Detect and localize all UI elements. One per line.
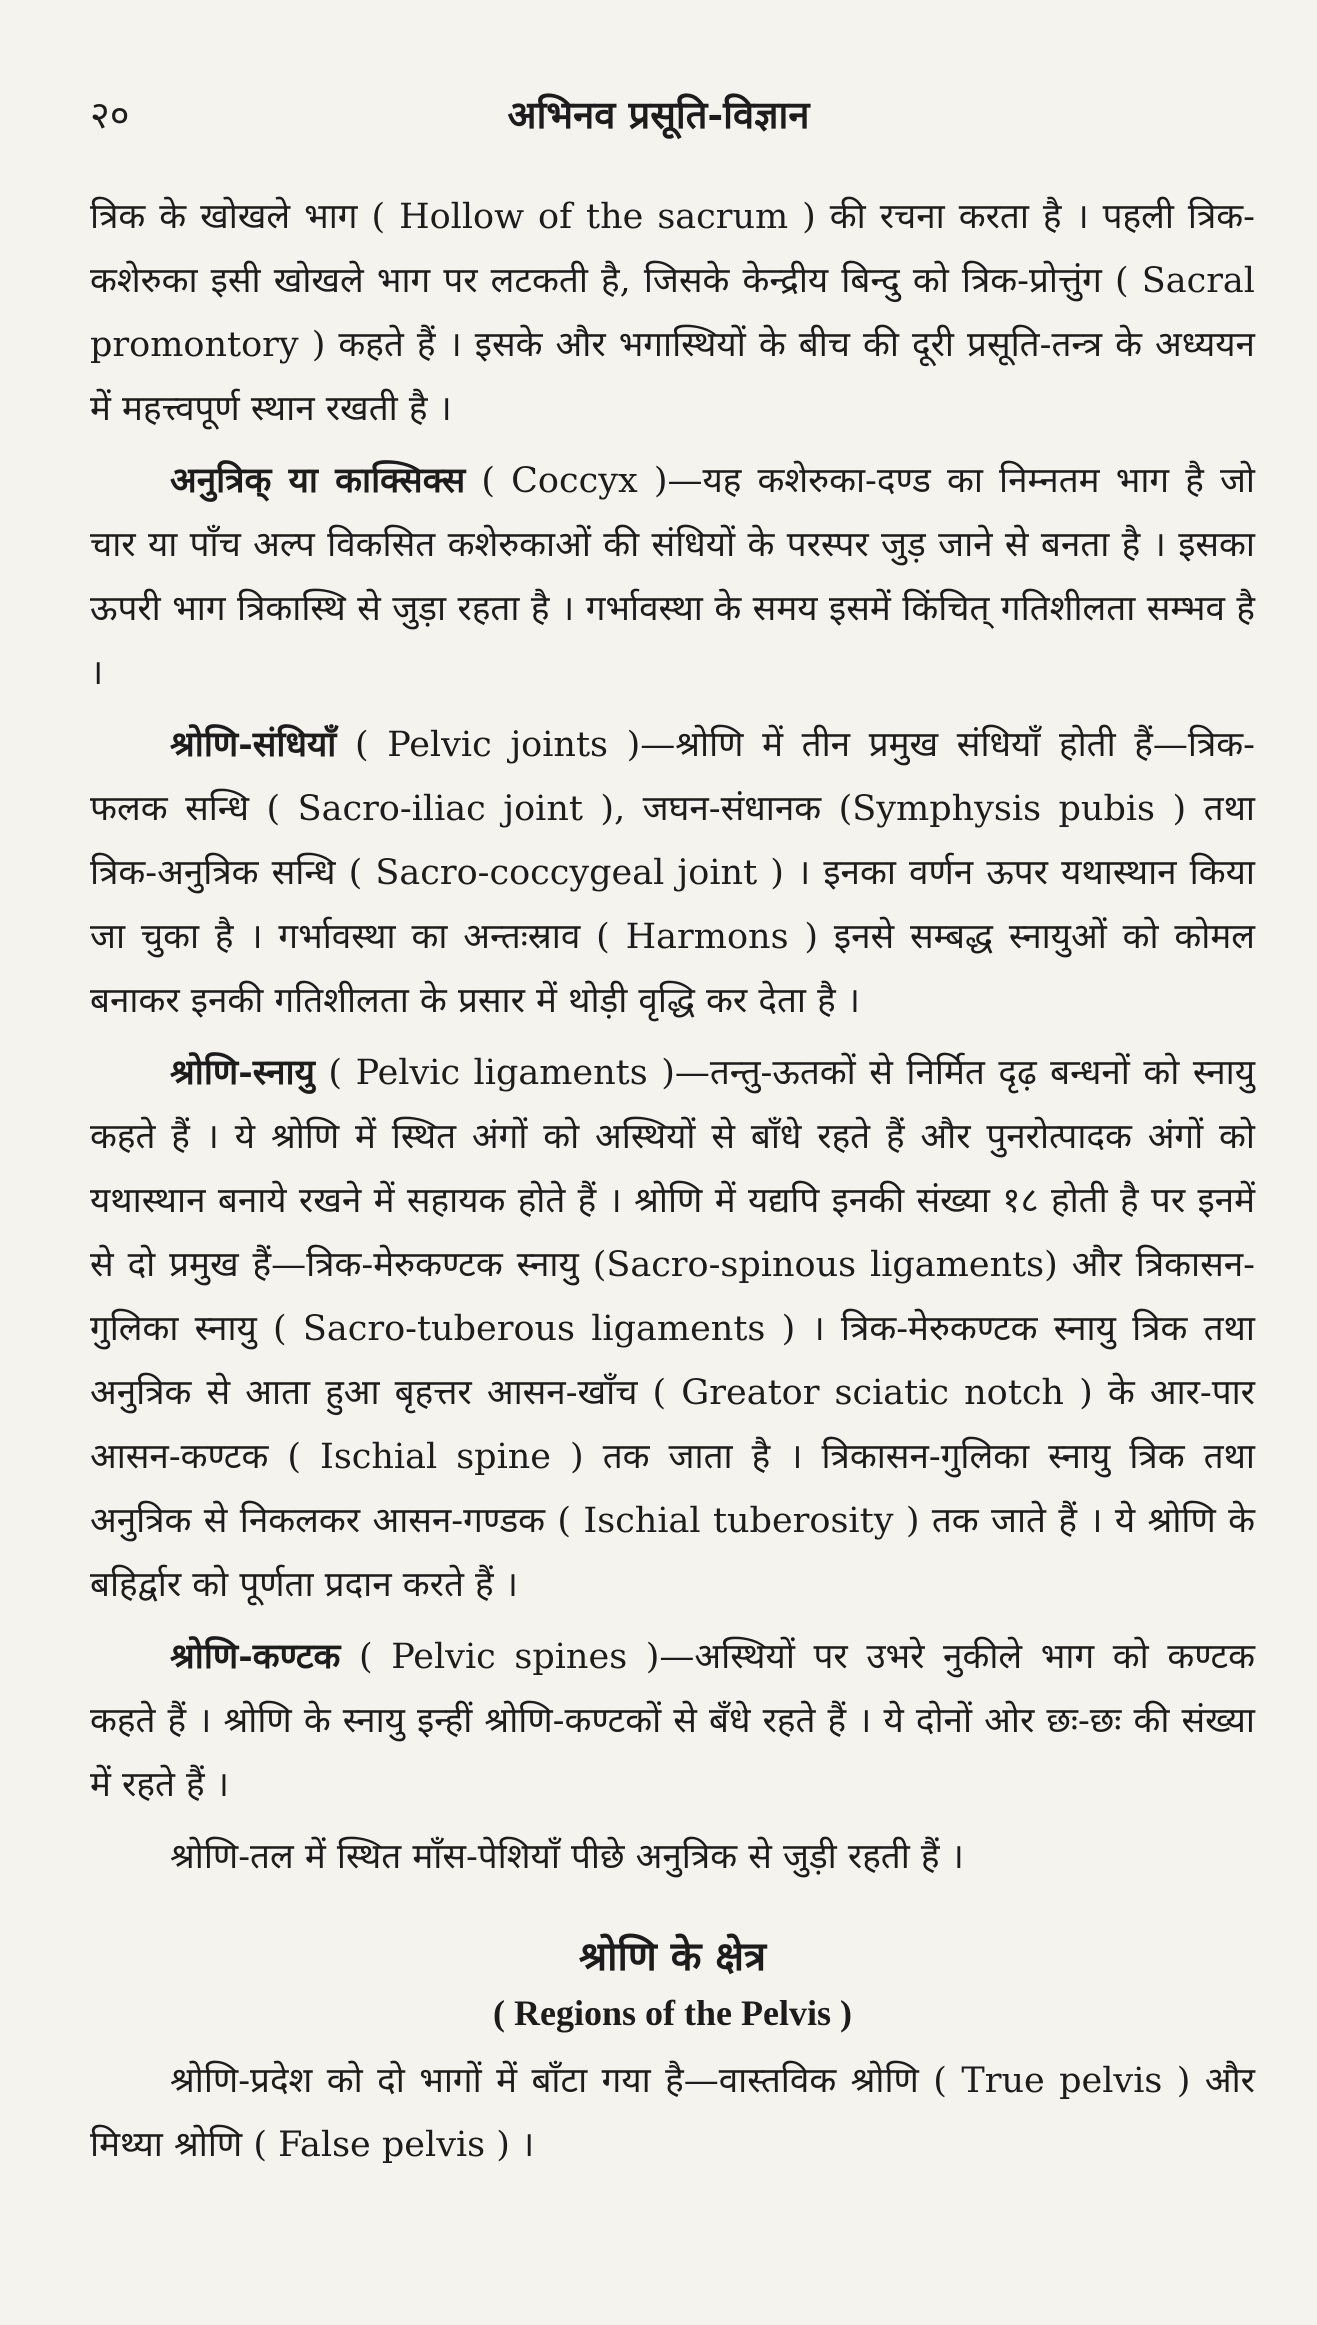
paragraph-text: श्रोणि-तल में स्थित माँस-पेशियाँ पीछे अनुत्रिक से जुड़ी रहती हैं । (170, 1837, 964, 1877)
term-pelvic-spines: श्रोणि-कण्टक (170, 1636, 341, 1677)
term-pelvic-joints: श्रोणि-संधियाँ (170, 724, 337, 765)
paragraph-coccyx (90, 449, 1255, 705)
paragraph-pelvic-spines (90, 1625, 1255, 1817)
term-coccyx: अनुत्रिक् या काक्सिक्स (170, 460, 466, 501)
paragraph-text: त्रिक के खोखले भाग ( Hollow of the sacrum ) की रचना करता है । पहली त्रिक-कशेरुका इसी खोखले भाग पर लटकती है, जिसके केन्द्रीय बिन्दु को त्रिक-प्रोत्तुंग ( Sacral promontory ) कहते हैं । इसके और भगास्थियों के बीच की दूरी प्रसूति-तन्त्र के अध्ययन में महत्त्वपूर्ण स्थान रखती है । (90, 197, 1255, 429)
paragraph-text: ( Pelvic ligaments )—तन्तु-ऊतकों से निर्मित दृढ़ बन्धनों को स्नायु कहते हैं । ये श्रोणि में स्थित अंगों को अस्थियों से बाँधे रहते हैं और पुनरोत्पादक अंगों को यथास्थान बनाये रखने में सहायक होते हैं । श्रोणि में यद्यपि इनकी संख्या १८ होती है पर इनमें से दो प्रमुख हैं—त्रिक-मेरुकण्टक स्नायु (Sacro-spinous ligaments) और त्रिकासन-गुलिका स्नायु ( Sacro-tuberous ligaments ) । त्रिक-मेरुकण्टक स्नायु त्रिक तथा अनुत्रिक से आता हुआ बृहत्तर आसन-खाँच ( Greator sciatic notch ) के आर-पार आसन-कण्टक ( Ischial spine ) तक जाता है । त्रिकासन-गुलिका स्नायु त्रिक तथा अनुत्रिक से निकलकर आसन-गण्डक ( Ischial tuberosity ) तक जाते हैं । ये श्रोणि के बहिर्द्वार को पूर्णता प्रदान करते हैं । (90, 1053, 1255, 1605)
paragraph-hollow-of-sacrum (90, 185, 1255, 441)
paragraph-pelvic-ligaments (90, 1041, 1255, 1617)
running-title: अभिनव प्रसूति-विज्ञान (507, 92, 810, 137)
term-pelvic-ligaments: श्रोणि-स्नायु (170, 1052, 315, 1093)
paragraph-pelvis-regions (90, 2049, 1255, 2177)
paragraph-text: ( Pelvic joints )—श्रोणि में तीन प्रमुख संधियाँ होती हैं—त्रिक-फलक सन्धि ( Sacro-iliac joint ), जघन-संधानक (Symphysis pubis ) तथा त्रिक-अनुत्रिक सन्धि ( Sacro-coccygeal joint ) । इनका वर्णन ऊपर यथास्थान किया जा चुका है । गर्भावस्था का अन्तःस्राव ( Harmons ) इनसे सम्बद्ध स्नायुओं को कोमल बनाकर इनकी गतिशीलता के प्रसार में थोड़ी वृद्धि कर देता है । (90, 725, 1255, 1021)
section-subheading: ( Regions of the Pelvis ) (493, 1993, 852, 2033)
section-heading: श्रोणि के क्षेत्र (578, 1933, 767, 1980)
page-number: २० (90, 93, 130, 137)
paragraph-pelvic-floor (90, 1825, 1255, 1889)
paragraph-text: ( Pelvic spines )—अस्थियों पर उभरे नुकीले भाग को कण्टक कहते हैं । श्रोणि के स्नायु इन्हीं श्रोणि-कण्टकों से बँधे रहते हैं । ये दोनों ओर छः-छः की संख्या में रहते हैं । (90, 1637, 1255, 1805)
page-body (90, 185, 1255, 2185)
paragraph-text: श्रोणि-प्रदेश को दो भागों में बाँटा गया है—वास्तविक श्रोणि ( True pelvis ) और मिथ्या श्रोणि ( False pelvis ) । (90, 2061, 1255, 2165)
paragraph-text: ( Coccyx )—यह कशेरुका-दण्ड का निम्नतम भाग है जो चार या पाँच अल्प विकसित कशेरुकाओं की संधियों के परस्पर जुड़ जाने से बनता है । इसका ऊपरी भाग त्रिकास्थि से जुड़ा रहता है । गर्भावस्था के समय इसमें किंचित् गतिशीलता सम्भव है । (90, 461, 1255, 693)
page-header (90, 88, 1227, 144)
paragraph-pelvic-joints (90, 713, 1255, 1033)
